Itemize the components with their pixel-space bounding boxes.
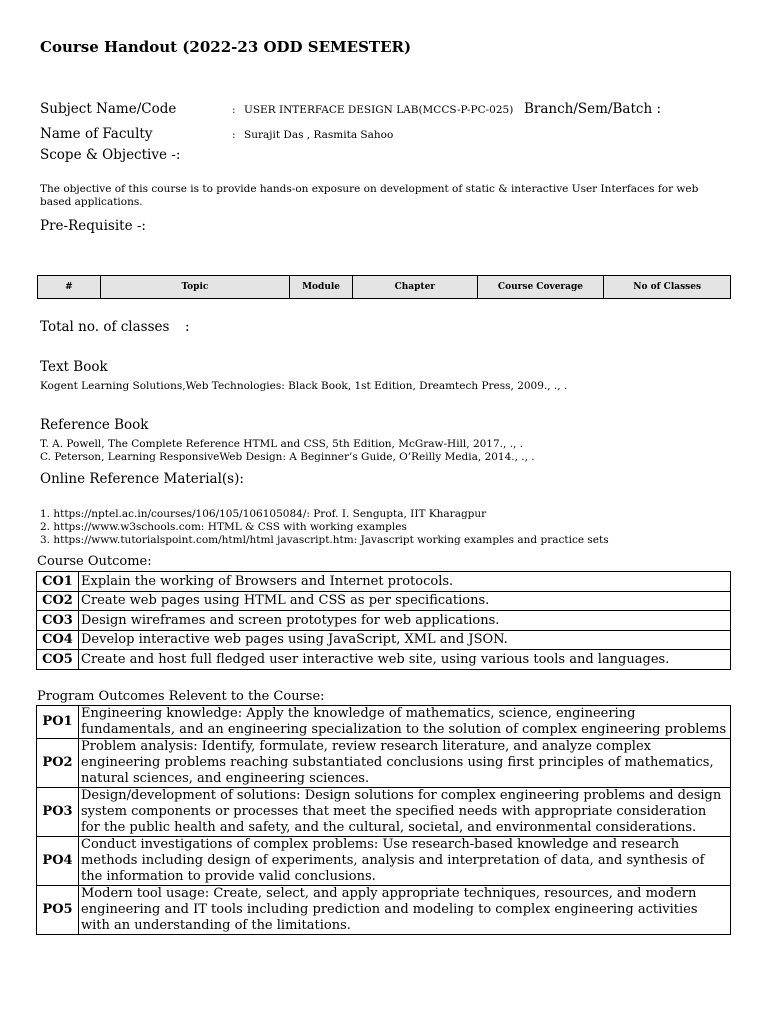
topic-table-header-row (38, 276, 731, 299)
co-text: Create web pages using HTML and CSS as per specifications. (79, 591, 731, 611)
table-row (37, 706, 731, 739)
co-code: CO1 (37, 572, 79, 592)
reference-book-entry-2: C. Peterson, Learning ResponsiveWeb Design: A Beginner’s Guide, O’Reilly Media, 2014., ., . (40, 451, 535, 463)
text-book-label: Text Book (40, 359, 108, 375)
online-ref-3: 3. https://www.tutorialspoint.com/html/html javascript.htm: Javascript working examples and practice sets (40, 534, 609, 546)
scope-text: The objective of this course is to provide hands-on exposure on development of static & interactive User Interfaces for web based applications. (40, 183, 699, 208)
total-classes-colon: : (185, 319, 190, 335)
col-topic: Topic (100, 276, 289, 299)
subject-label: Subject Name/Code (40, 101, 177, 117)
co-code: CO2 (37, 591, 79, 611)
table-row (37, 611, 731, 631)
col-chapter: Chapter (352, 276, 477, 299)
col-module: Module (290, 276, 353, 299)
course-outcome-table (36, 571, 731, 670)
col-number: # (38, 276, 101, 299)
po-code: PO2 (37, 739, 79, 788)
subject-value: USER INTERFACE DESIGN LAB(MCCS-P-PC-025) (244, 104, 514, 116)
course-outcome-label: Course Outcome: (37, 554, 152, 569)
co-code: CO5 (37, 650, 79, 670)
po-code: PO5 (37, 886, 79, 935)
reference-book-entry-1: T. A. Powell, The Complete Reference HTML and CSS, 5th Edition, McGraw-Hill, 2017., ., . (40, 438, 524, 450)
page-title: Course Handout (2022-23 ODD SEMESTER) (40, 38, 412, 56)
po-text: Problem analysis: Identify, formulate, review research literature, and analyze complex engineering problems reaching substantiated conclusions using first principles of mathematics, natural sciences, and engineering sciences. (79, 739, 731, 788)
table-row (37, 886, 731, 935)
online-ref-2: 2. https://www.w3schools.com: HTML & CSS with working examples (40, 521, 407, 533)
scope-label: Scope & Objective -: (40, 147, 181, 163)
co-text: Develop interactive web pages using JavaScript, XML and JSON. (79, 630, 731, 650)
program-outcome-label: Program Outcomes Relevent to the Course: (37, 689, 325, 704)
po-text: Modern tool usage: Create, select, and apply appropriate techniques, resources, and modern engineering and IT tools including prediction and modeling to complex engineering activities with an understanding of the limitations. (79, 886, 731, 935)
co-text: Design wireframes and screen prototypes for web applications. (79, 611, 731, 631)
total-classes-label: Total no. of classes (40, 319, 170, 335)
table-row (37, 739, 731, 788)
topic-table (37, 275, 731, 299)
co-text: Explain the working of Browsers and Internet protocols. (79, 572, 731, 592)
subject-colon: : (232, 104, 236, 116)
faculty-label: Name of Faculty (40, 126, 153, 142)
faculty-value: Surajit Das , Rasmita Sahoo (244, 129, 394, 141)
table-row (37, 591, 731, 611)
text-book-entry: Kogent Learning Solutions,Web Technologies: Black Book, 1st Edition, Dreamtech Press, 2009., ., . (40, 380, 568, 392)
faculty-colon: : (232, 129, 236, 141)
table-row (37, 650, 731, 670)
table-row (37, 837, 731, 886)
col-no-of-classes: No of Classes (604, 276, 731, 299)
co-text: Create and host full fledged user interactive web site, using various tools and languages. (79, 650, 731, 670)
po-text: Conduct investigations of complex problems: Use research-based knowledge and research methods including design of experiments, analysis and interpretation of data, and synthesis of the information to provide valid conclusions. (79, 837, 731, 886)
reference-book-label: Reference Book (40, 417, 149, 433)
table-row (37, 572, 731, 592)
po-code: PO4 (37, 837, 79, 886)
branch-sem-batch-label: Branch/Sem/Batch : (524, 101, 661, 117)
table-row (37, 788, 731, 837)
po-code: PO1 (37, 706, 79, 739)
po-text: Design/development of solutions: Design solutions for complex engineering problems and design system components or processes that meet the specified needs with appropriate consideration for the public health and safety, and the cultural, societal, and environmental considerations. (79, 788, 731, 837)
col-course-coverage: Course Coverage (477, 276, 604, 299)
table-row (37, 630, 731, 650)
online-ref-1: 1. https://nptel.ac.in/courses/106/105/106105084/: Prof. I. Sengupta, IIT Kharagpur (40, 508, 487, 520)
co-code: CO3 (37, 611, 79, 631)
program-outcome-table (36, 705, 731, 935)
po-code: PO3 (37, 788, 79, 837)
prerequisite-label: Pre-Requisite -: (40, 218, 146, 234)
co-code: CO4 (37, 630, 79, 650)
po-text: Engineering knowledge: Apply the knowledge of mathematics, science, engineering fundamentals, and an engineering specialization to the solution of complex engineering problems (79, 706, 731, 739)
online-refs-label: Online Reference Material(s): (40, 471, 244, 487)
